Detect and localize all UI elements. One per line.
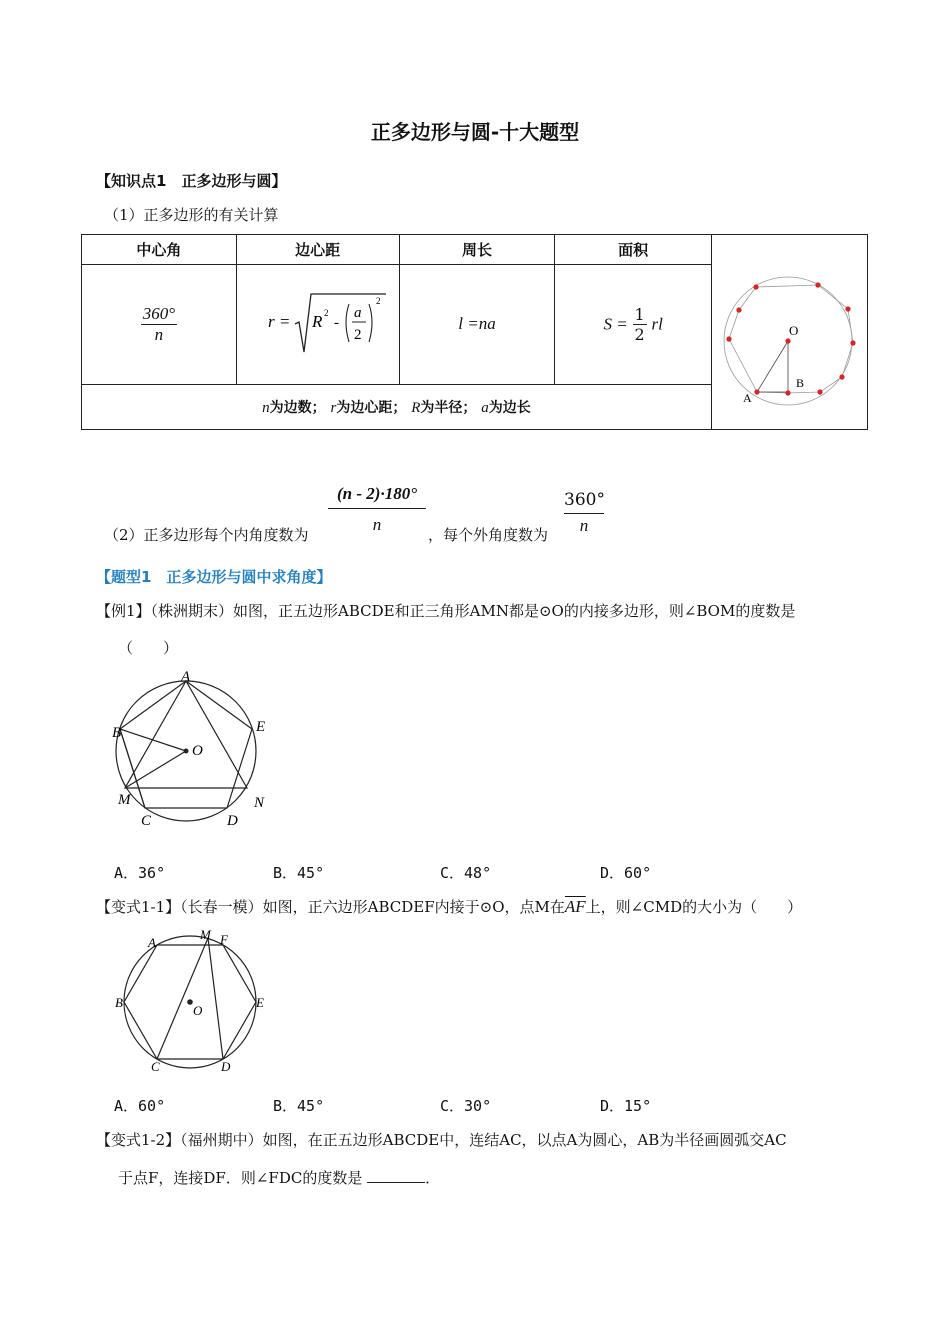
svg-text:M: M — [118, 792, 131, 808]
exterior-angle-formula: 360° n — [564, 490, 605, 535]
header-perimeter: 周长 — [399, 235, 555, 265]
svg-text:F: F — [220, 932, 228, 947]
interior-angle-formula: (n - 2)·180° n — [328, 484, 426, 535]
svg-text:2: 2 — [353, 327, 362, 344]
svg-text:A: A — [148, 935, 156, 950]
example1-option-c[interactable]: C．48° — [440, 864, 492, 882]
svg-text:B: B — [115, 995, 123, 1010]
polygon-outline — [729, 285, 853, 393]
label-o: O — [789, 323, 799, 338]
apothem-expression — [248, 282, 388, 362]
header-apothem: 边心距 — [236, 235, 399, 265]
svg-text:E: E — [256, 719, 266, 735]
formula-table — [81, 234, 868, 430]
svg-text:-: - — [333, 315, 339, 332]
formula-note: n为边数； r为边心距； R为半径； a为边长 — [82, 385, 712, 430]
svg-text:M: M — [200, 927, 211, 942]
arc-af: $\overline{AF}$ — [564, 897, 586, 916]
perimeter-formula: l =na — [399, 264, 555, 384]
central-angle-formula: $\frac{360^\circ}{n}$ — [82, 264, 237, 384]
svg-text:B: B — [112, 725, 122, 741]
svg-text:D: D — [221, 1059, 231, 1074]
apothem-formula — [236, 264, 399, 384]
variant1-1-text: 【变式1-1】（长春一模）如图，正六边形ABCDEF内接于⊙O，点M在$\overline{AF}$上，则∠CMD的大小为（ ） — [96, 897, 803, 916]
svg-text:r =: r = — [267, 312, 291, 332]
subsection-2-prefix: （2）正多边形每个内角度数为 — [104, 526, 309, 544]
example1-option-b[interactable]: B．45° — [273, 864, 325, 882]
page-title: 正多边形与圆-十大题型 — [370, 120, 580, 144]
svg-text:E: E — [256, 995, 264, 1010]
subsection-1: （1）正多边形的有关计算 — [104, 206, 279, 224]
svg-text:C: C — [151, 1059, 160, 1074]
type1-heading: 【题型1 正多边形与圆中求角度】 — [96, 568, 332, 586]
variant1-1-option-d[interactable]: D．15° — [600, 1097, 652, 1115]
svg-text:a: a — [353, 305, 362, 322]
example1-option-a[interactable]: A．36° — [114, 864, 166, 882]
radius-line — [757, 341, 788, 392]
area-formula: S = $\frac{1}{2}$ rl — [555, 264, 712, 384]
variant1-1-option-b[interactable]: B．45° — [273, 1097, 325, 1115]
variant1-1-figure — [108, 924, 272, 1074]
triangle-amn — [125, 681, 247, 788]
knowledge-point-heading: 【知识点1 正多边形与圆】 — [96, 172, 287, 190]
example1-figure — [104, 664, 284, 834]
variant1-1-option-a[interactable]: A．60° — [114, 1097, 166, 1115]
header-area: 面积 — [555, 235, 712, 265]
svg-text:2: 2 — [375, 296, 381, 307]
svg-text:A: A — [181, 669, 191, 685]
variant1-1-option-c[interactable]: C．30° — [440, 1097, 492, 1115]
header-central-angle: 中心角 — [82, 235, 237, 265]
label-b: B — [796, 376, 805, 390]
variant1-2-line2: 于点F，连接DF．则∠FDC的度数是 ． — [118, 1169, 441, 1187]
svg-text:D: D — [227, 813, 238, 829]
svg-text:R: R — [311, 312, 323, 332]
label-a: A — [743, 391, 753, 405]
svg-text:N: N — [254, 795, 265, 811]
inscribed-polygon-figure — [712, 235, 866, 425]
svg-text:O: O — [192, 743, 203, 759]
subsection-2-middle: ，每个外角度数为 — [428, 526, 549, 544]
example1-option-d[interactable]: D．60° — [600, 864, 652, 882]
pentagon-abcde — [120, 681, 252, 808]
variant1-2-line1: 【变式1-2】（福州期中）如图，在正五边形ABCDE中，连结AC，以点A为圆心，AB为半径画圆弧交AC — [96, 1131, 787, 1149]
example1-text: 【例1】（株洲期末）如图，正五边形ABCDE和正三角形AMN都是⊙O的内接多边形，则∠BOM的度数是 — [96, 602, 796, 620]
svg-text:C: C — [141, 813, 152, 829]
svg-text:2: 2 — [323, 308, 329, 319]
svg-text:O: O — [193, 1003, 203, 1018]
example1-paren: （ ） — [118, 639, 179, 657]
polygon-figure-cell — [711, 235, 867, 430]
answer-blank[interactable] — [367, 1168, 425, 1183]
